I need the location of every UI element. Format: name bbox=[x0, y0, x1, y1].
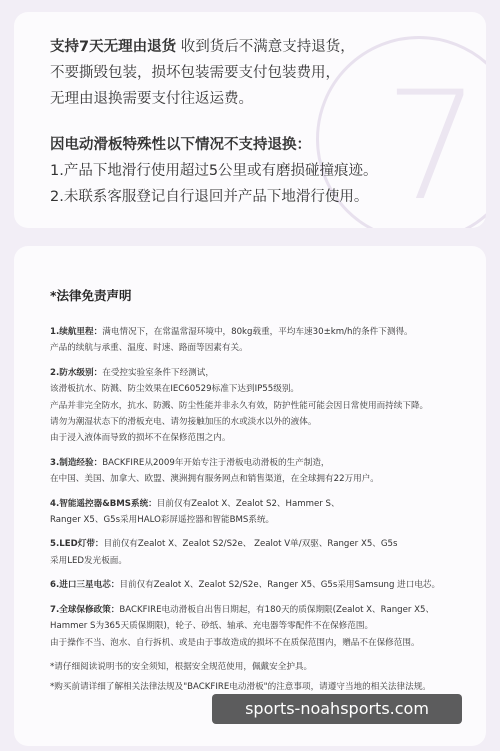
section-line: 在中国、美国、加拿大、欧盟、澳洲拥有服务网点和销售渠道，在全球拥有22万用户。 bbox=[50, 474, 379, 485]
section-range bbox=[50, 324, 456, 357]
return-policy-text bbox=[14, 12, 486, 210]
section-line: 目前仅有Zealot X、Zealot S2、Hammer S、 bbox=[156, 498, 340, 509]
section-led bbox=[50, 536, 456, 569]
section-head: 3.制造经验： bbox=[50, 457, 103, 468]
section-line: BACKFIRE电动滑板自出售日期起，有180天的质保期限(Zealot X、Ranger X5、 bbox=[119, 604, 435, 615]
section-head: 4.智能遥控器&BMS系统： bbox=[50, 498, 157, 509]
section-line: 产品的续航与承重、温度、时速、路面等因素有关。 bbox=[50, 343, 248, 354]
return-line-1-rest: 收到货后不满意支持退货， bbox=[176, 39, 355, 55]
exception-item-2: 2.未联系客服登记自行退回并产品下地滑行使用。 bbox=[50, 189, 369, 205]
section-manufacturing bbox=[50, 455, 456, 488]
section-waterproof bbox=[50, 365, 456, 447]
return-line-3: 无理由退换需要支付往返运费。 bbox=[50, 91, 253, 107]
return-policy-headline: 支持7天无理由退货 bbox=[50, 39, 177, 55]
section-line: 目前仅有Zealot X、Zealot S2/S2e、 Zealot V单/双驱、Ranger X5、G5s bbox=[103, 539, 398, 550]
section-remote-bms bbox=[50, 496, 456, 529]
section-head: 2.防水级别： bbox=[50, 367, 103, 378]
return-line-2: 不要撕毁包装，损坏包装需要支付包装费用， bbox=[50, 65, 340, 81]
section-line: 由于操作不当、泡水、自行拆机、或是由于事故造成的损坏不在质保范围内，赠品不在保修范围。 bbox=[50, 637, 420, 648]
section-line: 由于浸入液体而导致的损坏不在保修范围之内。 bbox=[50, 433, 231, 444]
section-head: 1.续航里程： bbox=[50, 327, 103, 337]
exception-item-1: 1.产品下地滑行使用超过5公里或有磨损碰撞痕迹。 bbox=[50, 163, 378, 179]
section-head: 7.全球保修政策： bbox=[50, 604, 120, 615]
section-head: 5.LED灯带： bbox=[50, 539, 104, 550]
return-line-1 bbox=[50, 34, 486, 60]
safety-note: *请仔细阅读说明书的安全须知，根据安全规范使用，佩戴安全护具。 bbox=[50, 661, 313, 672]
disclaimer-card bbox=[14, 246, 486, 746]
section-line: BACKFIRE从2009年开始专注于滑板电动滑板的生产制造， bbox=[102, 457, 330, 468]
section-head: 6.进口三星电芯： bbox=[50, 580, 120, 591]
section-line: 该滑板抗水、防溅、防尘效果在IEC60529标准下达到IP55级别。 bbox=[50, 384, 300, 395]
decorative-seven: 7 bbox=[384, 60, 480, 228]
section-line: 目前仅有Zealot X、Zealot S2/S2e、Ranger X5、G5s采用Samsung 进口电芯。 bbox=[119, 580, 441, 591]
section-line: Hammer S为365天质保期限)，轮子、砂纸、轴承、充电器等零配件不在保修范围。 bbox=[50, 621, 374, 632]
section-line: 采用LED发光板面。 bbox=[50, 555, 127, 566]
section-line: 请勿为潮湿状态下的滑板充电、请勿接触加压的水或淡水以外的液体。 bbox=[50, 417, 317, 428]
exception-title: 因电动滑板特殊性以下情况不支持退换： bbox=[50, 137, 311, 153]
section-warranty bbox=[50, 602, 456, 651]
section-line: 满电情况下，在常温常湿环境中，80kg载重，平均车速30±km/h的条件下测得。 bbox=[102, 327, 413, 337]
legal-note: *购买前请详细了解相关法律法规及"BACKFIRE电动滑板"的注意事项，请遵守当地的相关法律法规。 bbox=[50, 682, 431, 693]
section-battery bbox=[50, 577, 456, 593]
section-line: 产品并非完全防水，抗水、防溅、防尘性能并非永久有效，防护性能可能会因日常使用而持续下降。 bbox=[50, 400, 429, 411]
disclaimer-title: *法律免责声明 bbox=[50, 288, 132, 303]
section-line: Ranger X5、G5s采用HALO彩屏遥控器和智能BMS系统。 bbox=[50, 515, 275, 526]
return-policy-card bbox=[14, 12, 486, 228]
site-watermark: sports-noahsports.com bbox=[212, 694, 462, 724]
disclaimer-content bbox=[50, 286, 456, 696]
section-line: 在受控实验室条件下经测试， bbox=[102, 367, 214, 378]
